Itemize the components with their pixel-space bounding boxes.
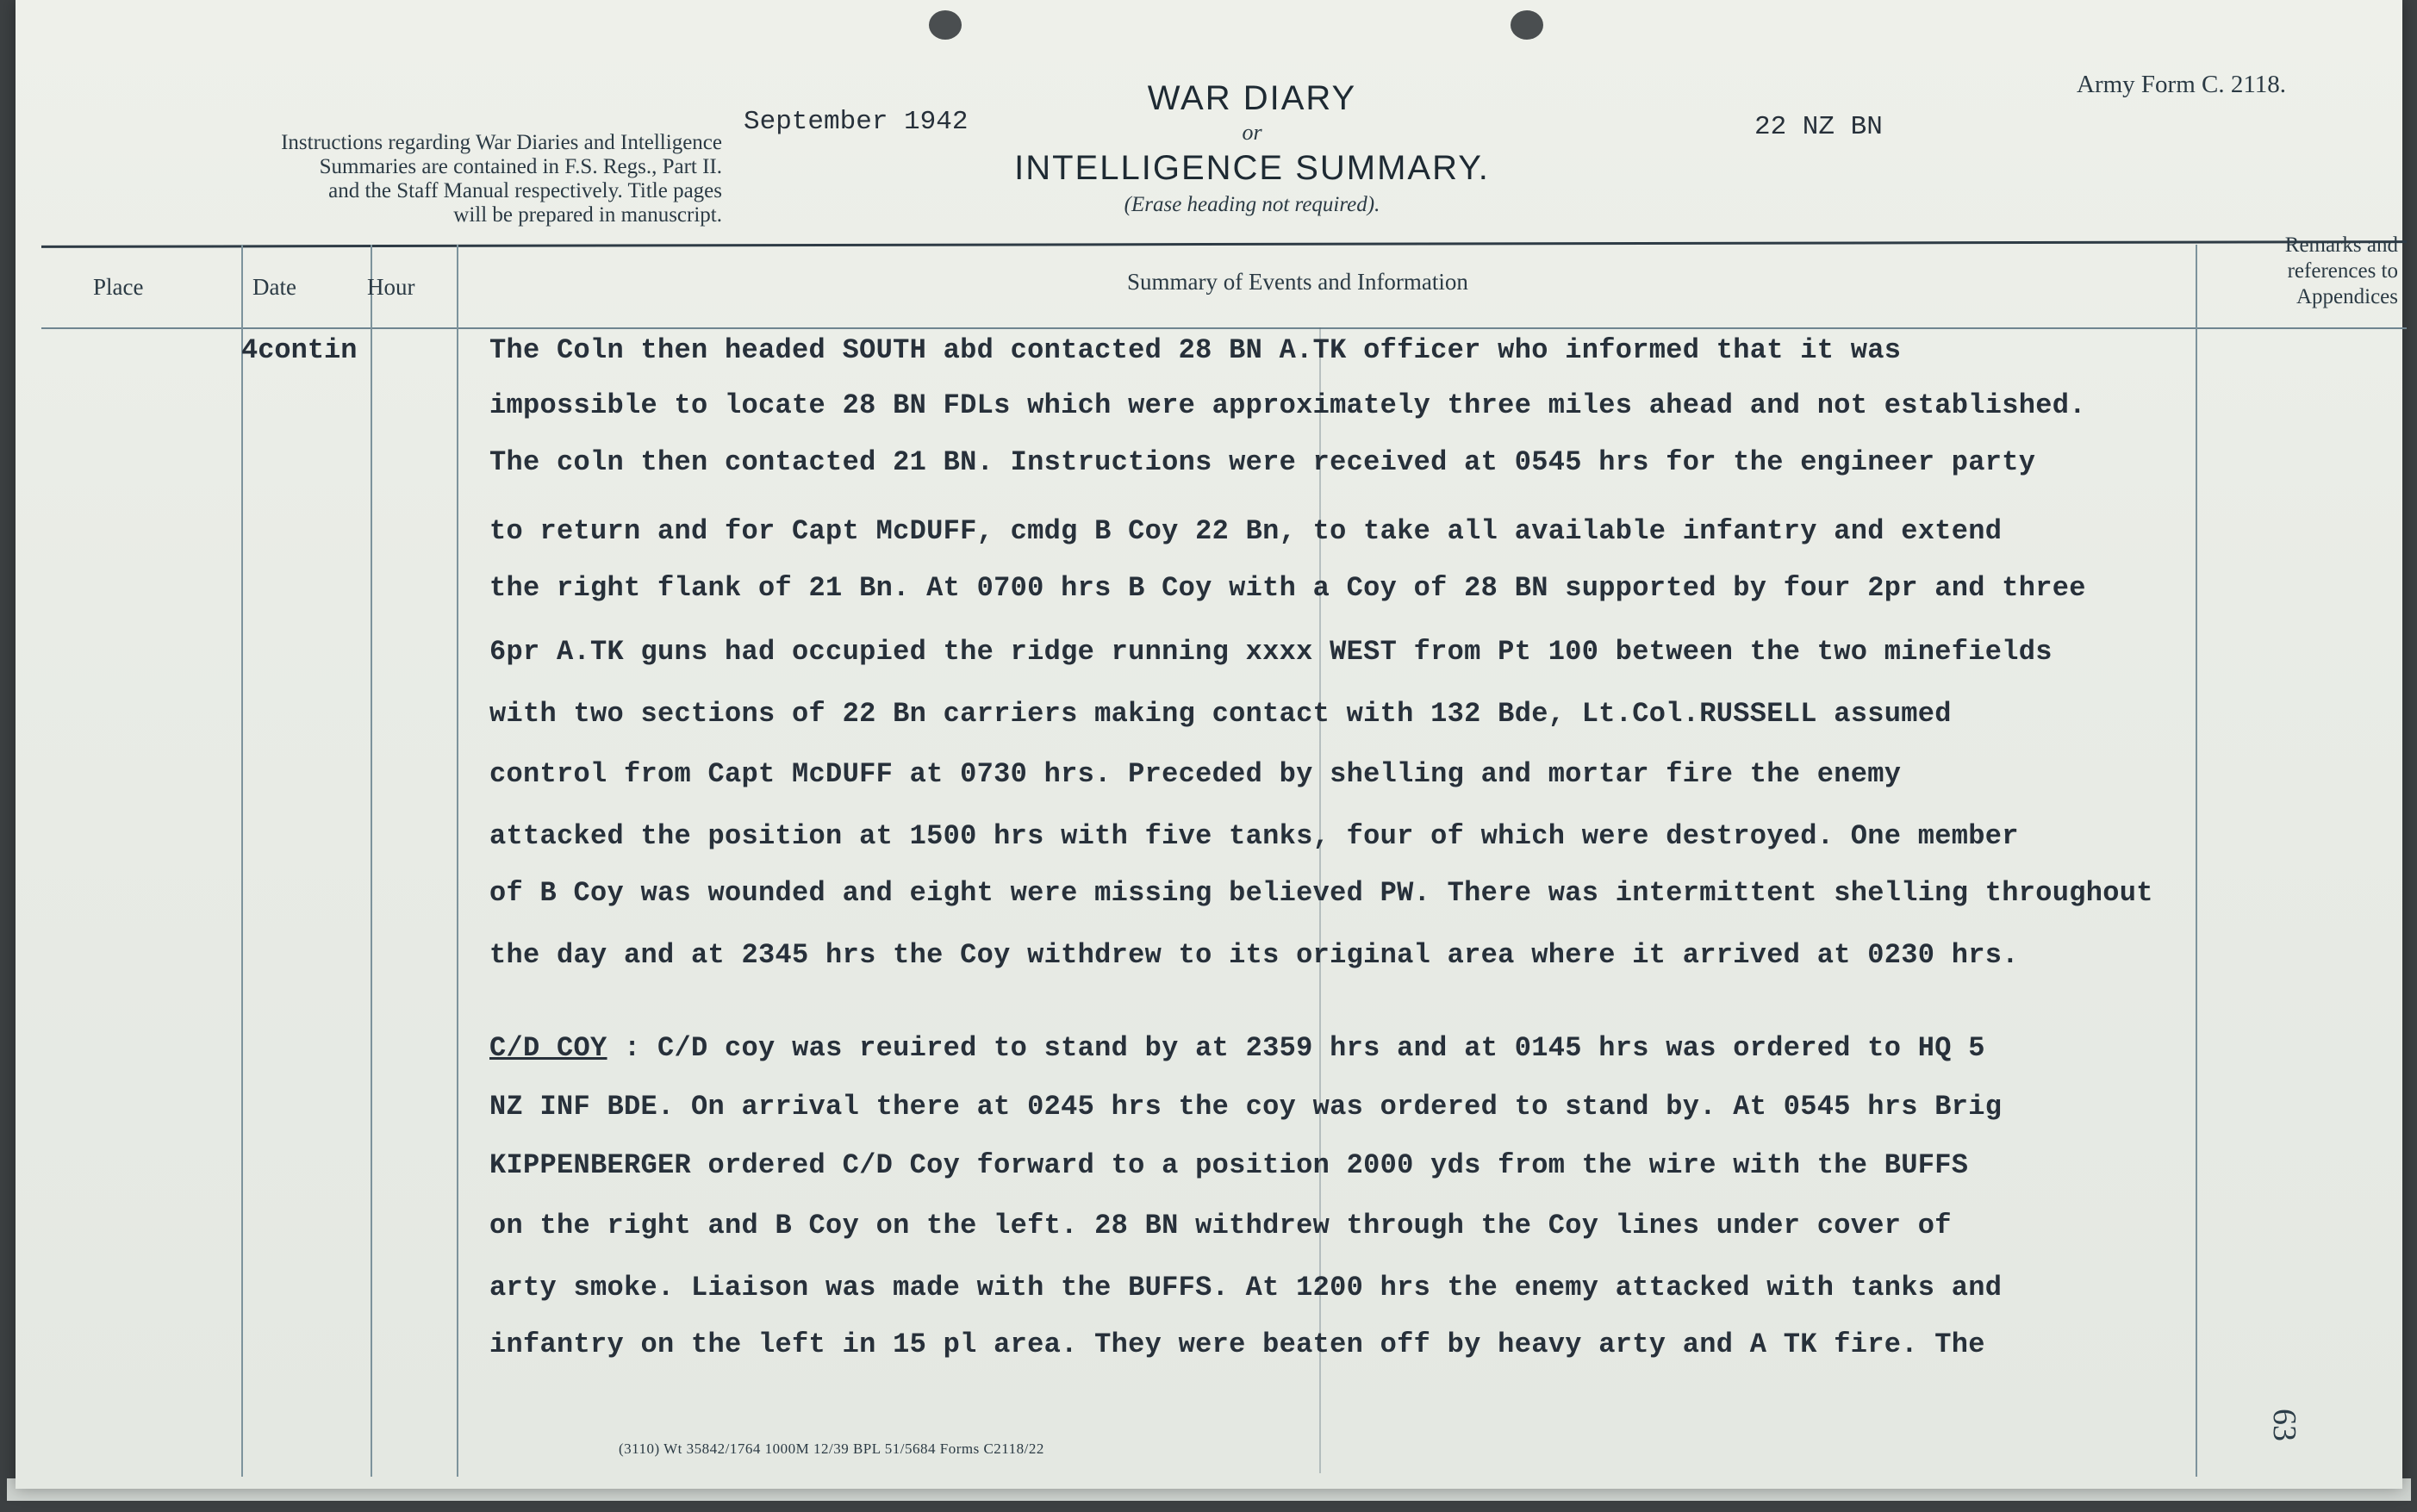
unit-name: 22 NZ BN: [1754, 112, 1883, 142]
entry-line: : C/D coy was reuired to stand by at 2359 hrs and at 0145 hrs was ordered to HQ 5: [607, 1032, 1985, 1064]
remarks-line: Appendices: [2296, 285, 2398, 308]
title-or: or: [1242, 120, 1262, 145]
entry-line: of B Coy was wounded and eight were missing believed PW. There was intermittent shelling throughout: [489, 877, 2153, 909]
entry-line: on the right and B Coy on the left. 28 BN withdrew through the Coy lines under cover of: [489, 1210, 1952, 1241]
punch-hole-right: [1511, 10, 1543, 40]
header-rule: [41, 240, 2407, 248]
instructions-line: will be prepared in manuscript.: [453, 203, 722, 227]
column-header-remarks: [2230, 233, 2398, 310]
instructions-line: Summaries are contained in F.S. Regs., Part II.: [319, 155, 722, 178]
entry-line: control from Capt McDUFF at 0730 hrs. Preceded by shelling and mortar fire the enemy: [489, 758, 1902, 790]
remarks-line: references to: [2287, 259, 2398, 283]
entry-line: The Coln then headed SOUTH abd contacted 28 BN A.TK officer who informed that it was: [489, 334, 1902, 366]
title-note: (Erase heading not required).: [1124, 193, 1380, 216]
entry-date: 4contin: [241, 334, 358, 366]
instructions-line: Instructions regarding War Diaries and Intelligence: [281, 131, 722, 154]
entry-line: 6pr A.TK guns had occupied the ridge running xxxx WEST from Pt 100 between the two minefields: [489, 636, 2053, 668]
entry-line: with two sections of 22 Bn carriers making contact with 132 Bde, Lt.Col.RUSSELL assumed: [489, 698, 1952, 730]
entry-line: the right flank of 21 Bn. At 0700 hrs B Coy with a Coy of 28 BN supported by four 2pr and three: [489, 572, 2086, 604]
instructions-note: [102, 131, 722, 227]
title-intelligence-summary: INTELLIGENCE SUMMARY.: [1014, 149, 1490, 187]
cd-coy-paragraph-start: [489, 1032, 2342, 1064]
entry-line: arty smoke. Liaison was made with the BUFFS. At 1200 hrs the enemy attacked with tanks and: [489, 1272, 2003, 1304]
form-number: Army Form C. 2118.: [2077, 71, 2287, 98]
column-header-rule: [41, 327, 2407, 329]
remarks-line: Remarks and: [2284, 233, 2398, 257]
column-header-place: Place: [93, 274, 144, 300]
entry-line: the day and at 2345 hrs the Coy withdrew to its original area where it arrived at 0230 hrs.: [489, 939, 2019, 971]
war-diary-page: [16, 0, 2402, 1489]
entry-line: impossible to locate 28 BN FDLs which were approximately three miles ahead and not established.: [489, 389, 2086, 421]
entry-line: The coln then contacted 21 BN. Instructions were received at 0545 hrs for the engineer party: [489, 446, 2036, 478]
column-divider: [457, 245, 458, 1477]
column-header-hour: Hour: [367, 274, 415, 300]
instructions-line: and the Staff Manual respectively. Title pages: [328, 179, 722, 202]
entry-line: NZ INF BDE. On arrival there at 0245 hrs the coy was ordered to stand by. At 0545 hrs Brig: [489, 1091, 2003, 1123]
column-divider: [371, 245, 372, 1477]
column-header-date: Date: [252, 274, 296, 300]
form-title: [959, 79, 1545, 217]
entry-line: KIPPENBERGER ordered C/D Coy forward to a position 2000 yds from the wire with the BUFFS: [489, 1149, 1969, 1181]
print-footer: (3110) Wt 35842/1764 1000M 12/39 BPL 51/5684 Forms C2118/22: [619, 1440, 1044, 1457]
cd-coy-heading: C/D COY: [489, 1032, 607, 1064]
title-war-diary: WAR DIARY: [1147, 79, 1357, 117]
column-divider: [241, 245, 243, 1477]
diary-month: September 1942: [744, 107, 969, 137]
punch-hole-left: [929, 10, 962, 40]
entry-line: infantry on the left in 15 pl area. They were beaten off by heavy arty and A TK fire. The: [489, 1328, 1985, 1360]
column-header-summary: Summary of Events and Information: [1127, 269, 1468, 295]
entry-line: to return and for Capt McDUFF, cmdg B Coy 22 Bn, to take all available infantry and extend: [489, 515, 2003, 547]
entry-line: attacked the position at 1500 hrs with five tanks, four of which were destroyed. One member: [489, 820, 2019, 852]
page-number: 63: [2266, 1409, 2302, 1441]
